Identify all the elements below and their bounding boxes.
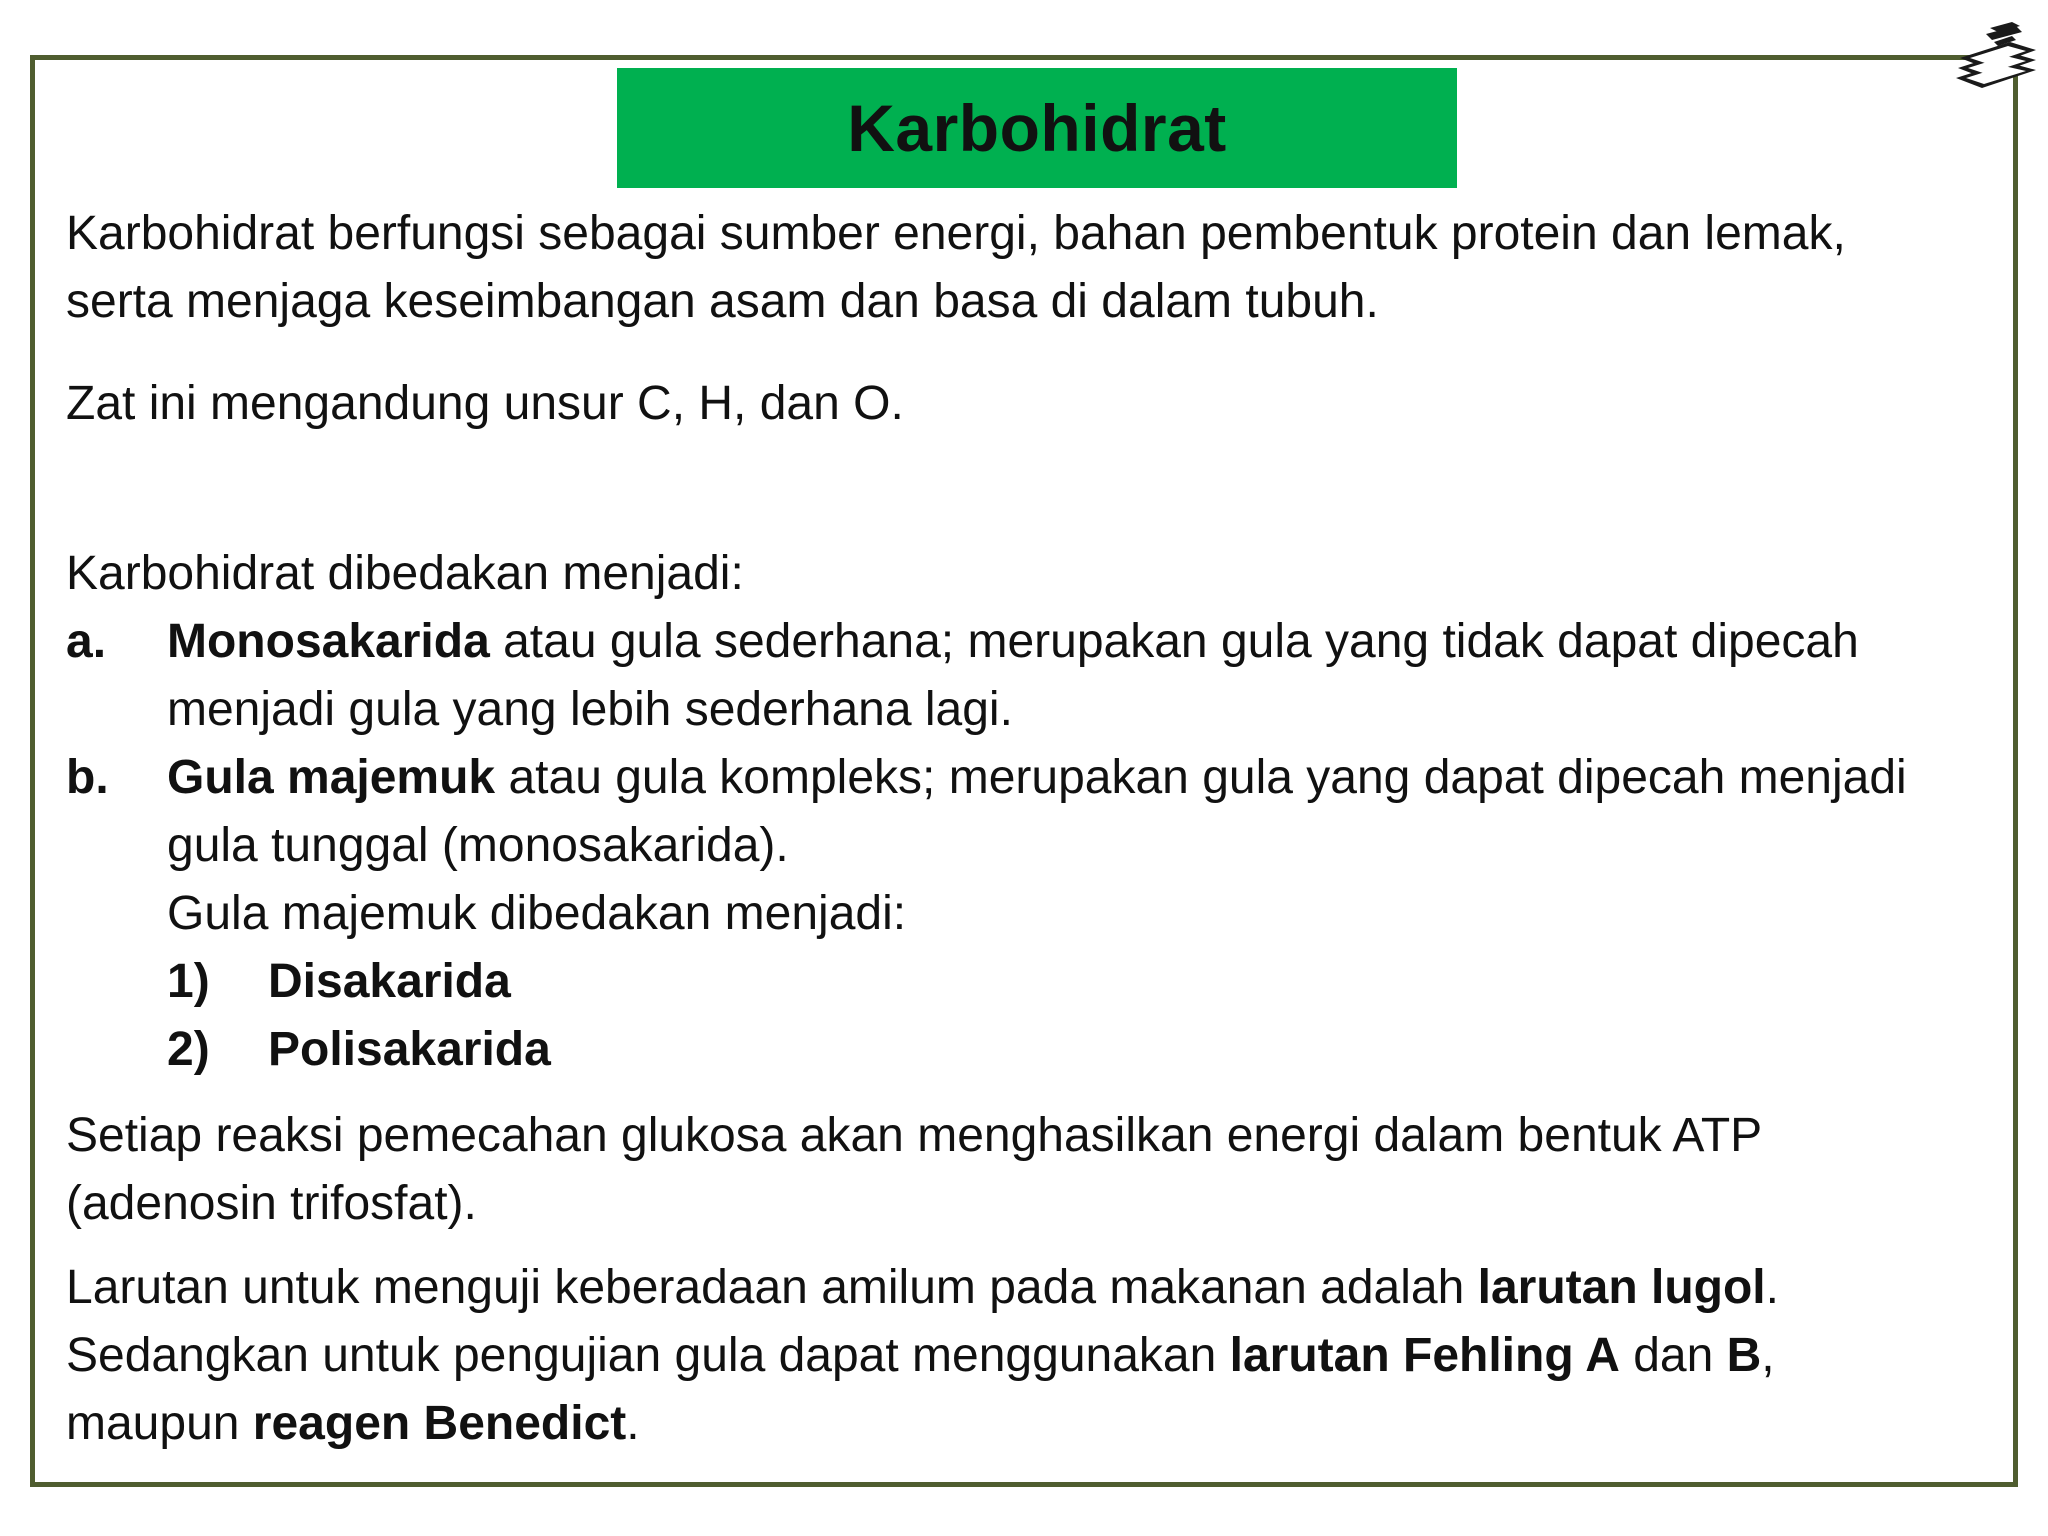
list-marker-a: a. bbox=[66, 615, 107, 668]
title-banner bbox=[617, 68, 1457, 188]
term-fehling-a: larutan Fehling A bbox=[1229, 1329, 1620, 1382]
item-a-text-1: atau gula sederhana; merupakan gula yang tidak dapat dipecah bbox=[489, 615, 1859, 668]
term-gula-majemuk: Gula majemuk bbox=[167, 751, 496, 804]
sub-item-disakarida bbox=[66, 948, 2036, 1016]
test-line-3-end: . bbox=[626, 1397, 640, 1450]
test-line-2-mid: dan bbox=[1619, 1329, 1727, 1382]
slide-title: Karbohidrat bbox=[847, 91, 1227, 165]
sub-label-disakarida: Disakarida bbox=[268, 955, 511, 1008]
test-line-1 bbox=[66, 1254, 2036, 1322]
item-a-text-2: menjadi gula yang lebih sederhana lagi. bbox=[167, 683, 1013, 736]
sub-label-polisakarida: Polisakarida bbox=[268, 1023, 551, 1076]
stacked-books-icon bbox=[1950, 20, 2042, 90]
test-line-3-text: maupun bbox=[66, 1397, 253, 1450]
test-line-1-text: Larutan untuk menguji keberadaan amilum pada makanan adalah bbox=[66, 1261, 1478, 1314]
slide-content bbox=[66, 200, 2036, 1458]
item-b-sub-heading: Gula majemuk dibedakan menjadi: bbox=[167, 887, 907, 940]
elements-text: Zat ini mengandung unsur C, H, dan O. bbox=[66, 377, 904, 430]
test-line-2-end: , bbox=[1761, 1329, 1775, 1382]
list-marker-b: b. bbox=[66, 751, 109, 804]
intro-line-1: Karbohidrat berfungsi sebagai sumber energi, bahan pembentuk protein dan lemak, bbox=[66, 207, 1846, 260]
list-item-a bbox=[66, 608, 2036, 744]
item-b-text-2: gula tunggal (monosakarida). bbox=[167, 819, 789, 872]
list-item-b bbox=[66, 744, 2036, 948]
sub-item-polisakarida bbox=[66, 1016, 2036, 1084]
term-monosakarida: Monosakarida bbox=[167, 615, 490, 668]
test-line-2 bbox=[66, 1322, 2036, 1390]
types-heading: Karbohidrat dibedakan menjadi: bbox=[66, 547, 744, 600]
test-line-2-text: Sedangkan untuk pengujian gula dapat menggunakan bbox=[66, 1329, 1230, 1382]
intro-line-2: serta menjaga keseimbangan asam dan basa di dalam tubuh. bbox=[66, 275, 1379, 328]
sub-marker-1: 1) bbox=[167, 955, 210, 1008]
atp-line-2: (adenosin trifosfat). bbox=[66, 1177, 477, 1230]
term-larutan-lugol: larutan lugol bbox=[1477, 1261, 1766, 1314]
item-b-text-1: atau gula kompleks; merupakan gula yang dapat dipecah menjadi bbox=[495, 751, 1907, 804]
test-line-1-end: . bbox=[1765, 1261, 1779, 1314]
sub-marker-2: 2) bbox=[167, 1023, 210, 1076]
test-line-3 bbox=[66, 1390, 2036, 1458]
term-fehling-b: B bbox=[1726, 1329, 1762, 1382]
term-reagen-benedict: reagen Benedict bbox=[252, 1397, 627, 1450]
atp-line-1: Setiap reaksi pemecahan glukosa akan menghasilkan energi dalam bentuk ATP bbox=[66, 1109, 1763, 1162]
